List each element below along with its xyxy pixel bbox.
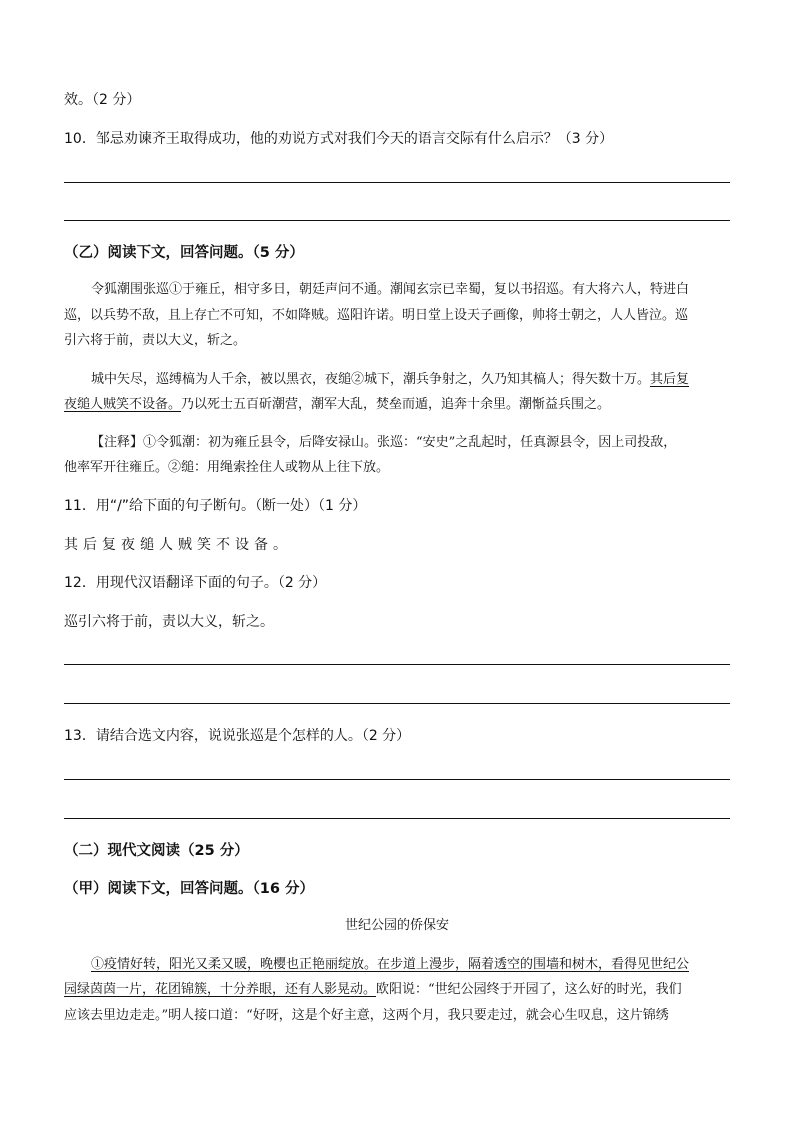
section-two-heading: （二）现代文阅读（25 分） (64, 843, 249, 859)
answer-line (64, 220, 730, 221)
passage-line: 巡，以兵势不敌，且上存亡不可知，不如降贼。巡阳许诺。明日堂上设天子画像，帅将士朝之，人人皆泣。巡 (64, 308, 689, 323)
underlined-sentence: ①疫情好转，阳光又柔又暖，晚樱也正艳丽绽放。在步道上漫步，隔着透空的围墙和树木，看得见世纪公 (91, 957, 690, 972)
answer-line (64, 182, 730, 183)
question-10: 10．邹忌劝谏齐王取得成功，他的劝说方式对我们今天的语言交际有什么启示？（3 分） (64, 131, 614, 147)
passage-text: 乃以死士五百斫潮营，潮军大乱，焚垒而遁，追奔十余里。潮惭益兵围之。 (181, 397, 611, 412)
answer-line (64, 779, 730, 780)
section-jia-heading: （甲）阅读下文，回答问题。（16 分） (64, 881, 314, 897)
question-13: 13．请结合选文内容，说说张巡是个怎样的人。（2 分） (64, 728, 411, 744)
section-yi-heading: （乙）阅读下文，回答问题。（5 分） (64, 245, 304, 261)
passage-line (64, 980, 682, 1000)
answer-line (64, 703, 730, 704)
answer-line (64, 818, 730, 819)
article-title: 世纪公园的侨保安 (344, 918, 449, 933)
question-12-sentence: 巡引六将于前，责以大义，斩之。 (64, 614, 274, 630)
passage-line: 令狐潮围张巡①于雍丘，相守多日，朝廷声问不通。潮闻玄宗已幸蜀，复以书招巡。有大将六人，特进白 (91, 282, 690, 297)
passage-line (91, 370, 689, 390)
passage-line (91, 955, 689, 975)
question-11: 11．用“/”给下面的句子断句。（断一处）（1 分） (64, 498, 367, 514)
question-11-sentence: 其后复夜缒人贼笑不设备。 (64, 537, 292, 553)
annotation-line: 【注释】①令狐潮：初为雍丘县令，后降安禄山。张巡：“安史”之乱起时，任真源县令，因上司投敌， (91, 435, 677, 450)
passage-line: 引六将于前，责以大义，斩之。 (64, 333, 247, 348)
annotation-line: 他率军开往雍丘。②缒：用绳索拴住人或物从上往下放。 (64, 460, 390, 475)
underlined-sentence: 其后复 (650, 372, 690, 387)
passage-text: 城中矢尽，巡缚槁为人千余，被以黑衣，夜缒②城下，潮兵争射之，久乃知其槁人；得矢数十万。 (91, 372, 651, 387)
passage-line: 应该去里边走走。”明人接口道：“好呀，这是个好主意，这两个月，我只要走过，就会心生叹息，这片锦绣 (64, 1008, 669, 1023)
answer-line (64, 664, 730, 665)
passage-text: 欧阳说：“世纪公园终于开园了，这么好的时光，我们 (376, 982, 682, 997)
underlined-sentence: 夜缒人贼笑不设备。 (64, 397, 182, 412)
question-12: 12．用现代汉语翻译下面的句子。（2 分） (64, 575, 327, 591)
continued-question-text: 效。（2 分） (64, 92, 141, 108)
passage-line (64, 395, 610, 415)
underlined-sentence: 园绿茵茵一片，花团锦簇，十分养眼，还有人影晃动。 (64, 982, 377, 997)
